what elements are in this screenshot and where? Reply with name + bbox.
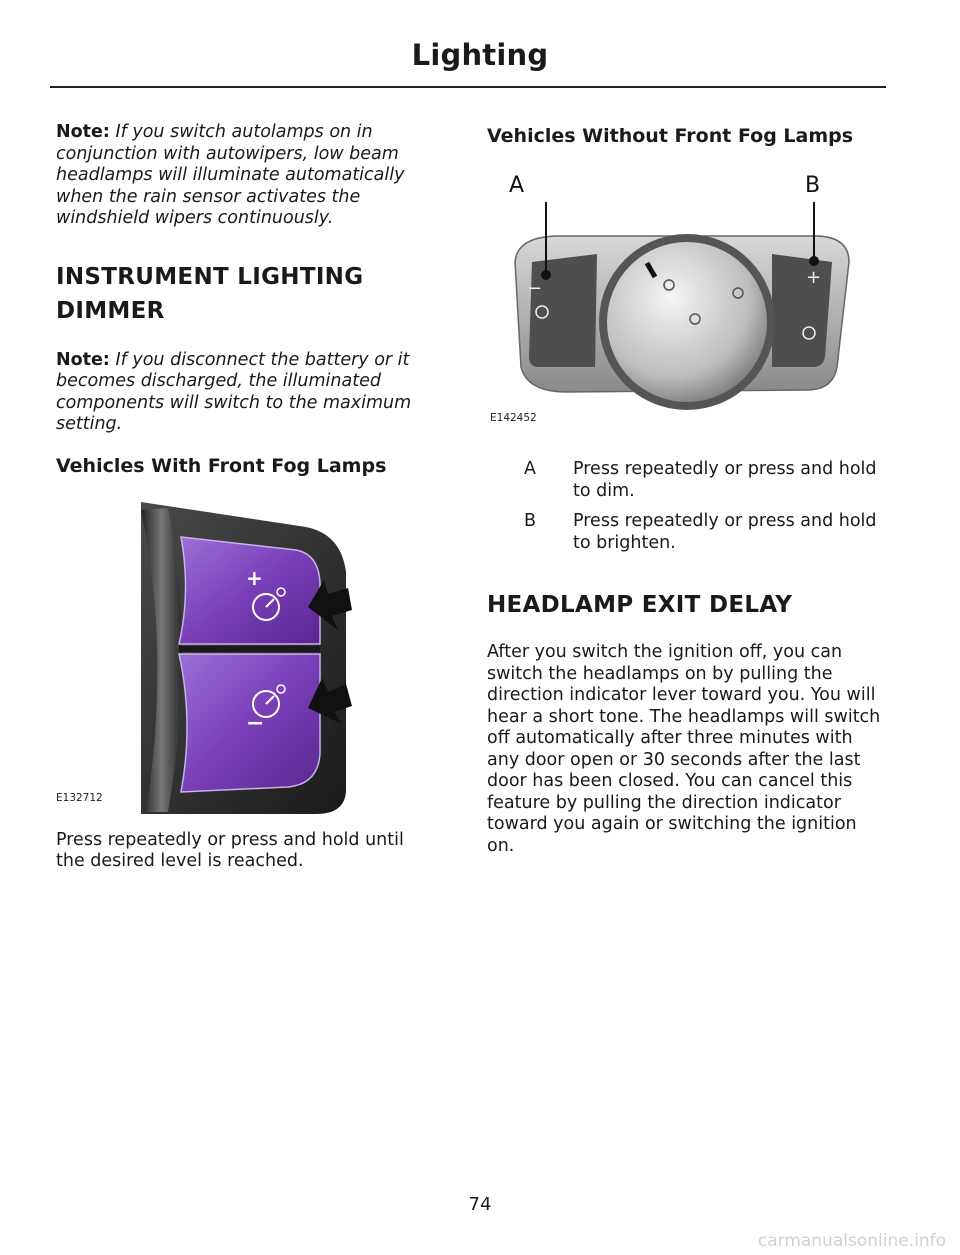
plus-label: +	[806, 267, 822, 288]
figure-code: E142452	[490, 412, 537, 424]
callout-row-b	[487, 511, 882, 554]
callout-text: Press repeatedly or press and hold to brighten.	[573, 511, 877, 553]
section-heading-dimmer	[56, 260, 436, 328]
callout-label-a: A	[509, 173, 525, 198]
note-label: Note:	[56, 122, 110, 142]
figure-code: E132712	[56, 791, 103, 804]
plus-label: +	[246, 565, 263, 590]
subheading-without-fog-lamps: Vehicles Without Front Fog Lamps	[487, 125, 854, 147]
note-battery	[56, 350, 436, 436]
right-column	[487, 120, 882, 857]
note-autolamps	[56, 122, 436, 230]
subheading-with-fog-lamps: Vehicles With Front Fog Lamps	[56, 454, 387, 477]
heading-line-1: INSTRUMENT LIGHTING	[56, 263, 364, 290]
callout-key: B	[523, 511, 536, 531]
callout-label-b: B	[805, 173, 821, 198]
minus-label: −	[527, 278, 543, 299]
body-dimmer-instructions: Press repeatedly or press and hold until the desired level is reached.	[56, 829, 404, 871]
note-text: If you switch autolamps on in conjunction with autowipers, low beam headlamps will illuminate automatically when the rain sensor activates the windshield wipers continuously.	[56, 122, 405, 228]
note-label: Note:	[56, 349, 110, 370]
watermark: carmanualsonline.info	[757, 1231, 946, 1251]
left-column	[56, 120, 436, 873]
callout-key: A	[524, 459, 536, 479]
figure-dimmer-without-fog	[487, 162, 882, 437]
callout-text: Press repeatedly or press and hold to dim.	[573, 459, 877, 501]
callout-list	[487, 459, 882, 554]
callout-row-a	[487, 459, 882, 502]
page-number: 74	[468, 1194, 492, 1215]
header-divider	[50, 86, 886, 88]
heading-line-2: DIMMER	[56, 297, 165, 324]
body-exit-delay: After you switch the ignition off, you can switch the headlamps on by pulling the direction indicator lever toward you. You will hear a short tone. The headlamps will switch off automatically after three minutes with any door open or 30 seconds after the last door has been closed. You can cancel this feature by pulling the direction indicator toward you again or switching the ignition on.	[487, 642, 881, 856]
page-title: Lighting	[411, 38, 549, 72]
note-text: If you disconnect the battery or it becomes discharged, the illuminated components will switch to the maximum setting.	[56, 349, 412, 434]
headlamp-switch-illustration	[487, 162, 882, 437]
minus-label: −	[246, 710, 265, 736]
section-heading-exit-delay: HEADLAMP EXIT DELAY	[487, 592, 793, 618]
figure-dimmer-with-fog	[56, 492, 436, 822]
dimmer-switch-illustration	[56, 492, 436, 822]
